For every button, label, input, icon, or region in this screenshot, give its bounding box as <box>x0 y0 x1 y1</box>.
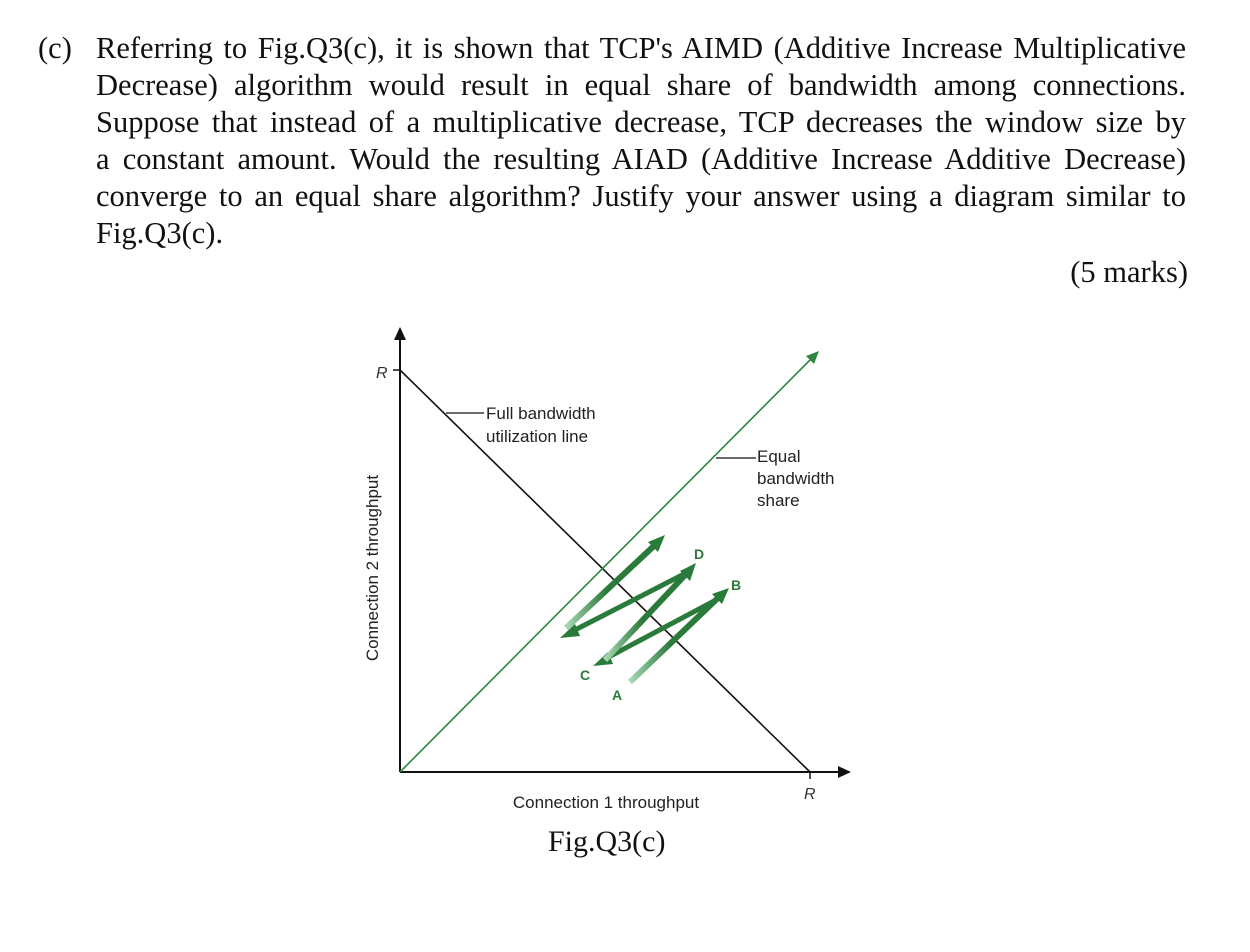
question-line: Suppose that instead of a multiplicative decrease, TCP decreases the window size by <box>96 105 1186 139</box>
question-line: Decrease) algorithm would result in equal share of bandwidth among connections. <box>96 68 1186 102</box>
full-bandwidth-label-line: utilization line <box>486 427 589 446</box>
question-line: Fig.Q3(c). <box>96 216 224 250</box>
increase-arrow-final <box>566 544 656 628</box>
question-line: Referring to Fig.Q3(c), it is shown that TCP's AIMD (Additive Increase Multiplicative <box>96 31 1186 65</box>
point-label-a: A <box>612 687 623 703</box>
x-axis-title: Connection 1 throughput <box>512 793 700 812</box>
equal-share-label-line: Equal <box>757 447 801 466</box>
question-line: converge to an equal share algorithm? Justify your answer using a diagram similar to <box>96 179 1186 213</box>
point-label-b: B <box>731 577 742 593</box>
full-bandwidth-label <box>486 404 600 446</box>
full-bandwidth-line <box>400 370 810 772</box>
x-tick-label: R <box>804 786 816 803</box>
marks-label: (5 marks) <box>1070 255 1188 289</box>
point-label-c: C <box>580 667 591 683</box>
y-tick-label: R <box>376 365 388 382</box>
question-line: a constant amount. Would the resulting AIAD (Additive Increase Additive Decrease) <box>96 142 1186 176</box>
equal-share-label <box>757 447 839 510</box>
question-label: (c) <box>38 31 72 65</box>
equal-share-label-line: bandwidth <box>757 469 835 488</box>
y-axis-title: Connection 2 throughput <box>363 474 382 662</box>
equal-share-line <box>400 358 812 772</box>
full-bandwidth-label-line: Full bandwidth <box>486 404 596 423</box>
x-axis-arrowhead <box>838 766 851 778</box>
equal-share-label-line: share <box>757 491 800 510</box>
point-label-d: D <box>694 546 705 562</box>
figure-caption: Fig.Q3(c) <box>548 825 666 858</box>
y-axis-arrowhead <box>394 327 406 340</box>
increase-arrow-c-d <box>605 572 688 660</box>
